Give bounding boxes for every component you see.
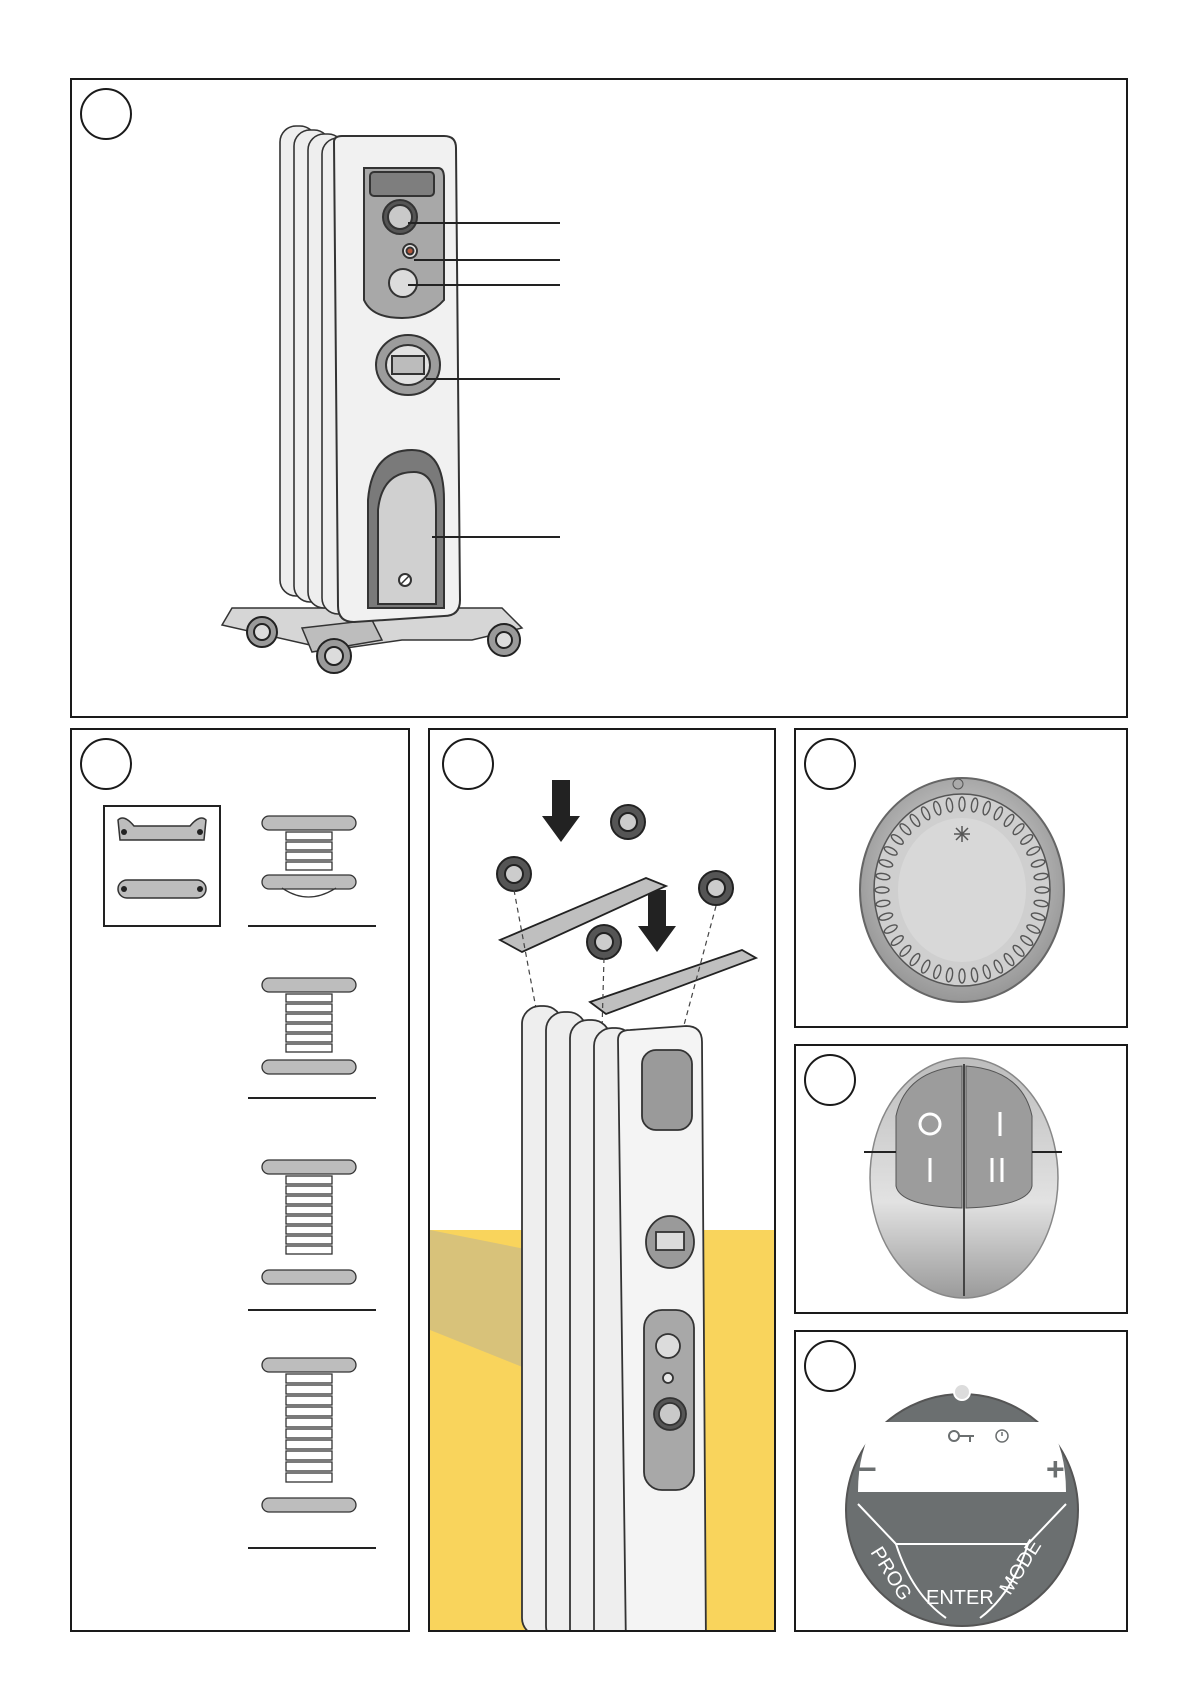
radiator-overview-illustration [72,80,1128,718]
feet-variant-3 [248,1160,376,1310]
mode-button[interactable]: MODE [995,1536,1047,1599]
foot-plate-right [590,950,756,1014]
thermostat-dial-illustration [796,730,1128,1028]
digital-control-illustration [796,1332,1128,1632]
snowflake-icon [954,826,970,842]
feet-positions-illustration [72,730,410,1632]
wheel-assembly-illustration [430,730,776,1632]
figure-panel-wheel-assembly [428,728,776,1632]
figure-panel-thermostat-dial [794,728,1128,1028]
enter-button[interactable]: ENTER [926,1587,994,1609]
minus-button[interactable]: − [858,1451,877,1487]
feet-variant-2 [248,978,376,1098]
radiator-inverted [522,1006,706,1632]
plus-button[interactable]: + [1046,1451,1065,1487]
figure-panel-digital-control [794,1330,1128,1632]
figure-panel-power-switch [794,1044,1128,1314]
figure-panel-feet-positions [70,728,410,1632]
power-switch-illustration [796,1046,1128,1314]
prog-button[interactable]: PROG [865,1542,916,1605]
feet-variant-1 [248,816,376,926]
figure-panel-overview [70,78,1128,718]
power-led-icon [954,1384,970,1400]
figure-number-badge [442,738,494,790]
foot-plate-left [500,878,666,952]
feet-variant-4 [248,1358,376,1548]
